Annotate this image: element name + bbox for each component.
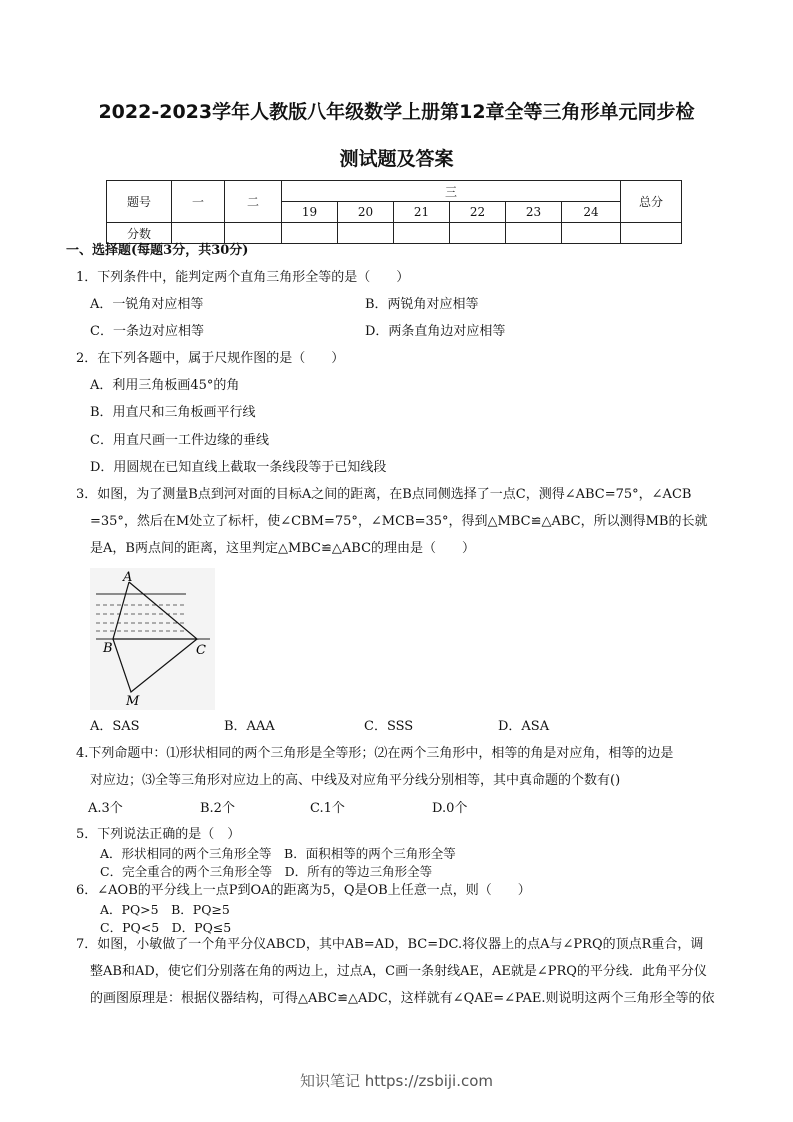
sub-22: 22 <box>450 202 506 223</box>
row-fenshu: 分数 <box>107 223 172 244</box>
q3-line-2: =35°，然后在M处立了标杆，使∠CBM=75°，∠MCB=35°，得到△MBC≌△ABC，所以测得MB的长就 <box>90 514 708 529</box>
q2-option-b: B．用直尺和三角板画平行线 <box>90 405 256 420</box>
q6-options-ab: A．PQ>5 B．PQ≥5 <box>100 902 230 917</box>
header-er: 二 <box>225 181 282 223</box>
q7-line-2: 整AB和AD，使它们分别落在角的两边上，过点A，C画一条射线AE，AE就是∠PRQ的平分线．此角平分仪 <box>90 964 707 979</box>
q5-stem: 5．下列说法正确的是（ ） <box>76 827 241 842</box>
q5-options-ab: A．形状相同的两个三角形全等 B．面积相等的两个三角形全等 <box>100 846 456 861</box>
q3-line-1: 3．如图，为了测量B点到河对面的目标A之间的距离，在B点同侧选择了一点C，测得∠ABC=75°，∠ACB <box>76 487 692 502</box>
header-zongfen: 总分 <box>621 181 682 223</box>
q6-options-cd: C．PQ<5 D．PQ≤5 <box>100 920 232 935</box>
page-title-line-2: 测试题及答案 <box>339 148 454 170</box>
label-m: M <box>126 694 140 709</box>
section-heading: 一、选择题(每题3分，共30分) <box>66 243 249 258</box>
q1-stem: 1．下列条件中，能判定两个直角三角形全等的是（ ） <box>76 270 410 285</box>
q3-line-3: 是A，B两点间的距离，这里判定△MBC≌△ABC的理由是（ ） <box>90 541 476 556</box>
sub-21: 21 <box>394 202 450 223</box>
q3-option-b: B．AAA <box>224 719 275 734</box>
q2-option-a: A．利用三角板画45°的角 <box>90 378 240 393</box>
label-a: A <box>123 570 133 585</box>
footer-watermark: 知识笔记 https://zsbiji.com <box>299 1072 494 1090</box>
page-title-line-1: 2022-2023学年人教版八年级数学上册第12章全等三角形单元同步检 <box>98 101 695 123</box>
q5-options-cd: C．完全重合的两个三角形全等 D．所有的等边三角形全等 <box>100 864 433 879</box>
q3-option-c: C．SSS <box>364 719 414 734</box>
header-tihao: 题号 <box>107 181 172 223</box>
q4-line-2: 对应边；⑶全等三角形对应边上的高、中线及对应角平分线分别相等，其中真命题的个数有() <box>90 773 621 788</box>
q1-option-c: C．一条边对应相等 <box>90 324 204 339</box>
q4-option-a: A.3个 <box>88 801 123 816</box>
q4-option-c: C.1个 <box>310 801 345 816</box>
sub-23: 23 <box>506 202 562 223</box>
q3-option-a: A．SAS <box>90 719 140 734</box>
q2-option-c: C．用直尺画一工件边缘的垂线 <box>90 433 269 448</box>
sub-19: 19 <box>282 202 338 223</box>
q1-option-b: B．两锐角对应相等 <box>365 297 479 312</box>
q7-line-1: 7．如图，小敏做了一个角平分仪ABCD，其中AB=AD，BC=DC.将仪器上的点A与∠PRQ的顶点R重合，调 <box>76 937 704 952</box>
q1-option-d: D．两条直角边对应相等 <box>365 324 506 339</box>
q7-line-3: 的画图原理是：根据仪器结构，可得△ABC≌△ADC，这样就有∠QAE=∠PAE.则说明这两个三角形全等的依 <box>90 991 715 1006</box>
header-san: 三 <box>282 181 621 202</box>
sub-20: 20 <box>338 202 394 223</box>
q4-line-1: 4.下列命题中：⑴形状相同的两个三角形是全等形；⑵在两个三角形中，相等的角是对应角，相等的边是 <box>76 746 674 761</box>
score-table <box>106 180 682 244</box>
q3-figure <box>90 568 215 710</box>
q3-option-d: D．ASA <box>498 719 550 734</box>
q1-option-a: A．一锐角对应相等 <box>90 297 204 312</box>
label-c: C <box>196 643 206 658</box>
q2-option-d: D．用圆规在已知直线上截取一条线段等于已知线段 <box>90 460 387 475</box>
header-yi: 一 <box>172 181 225 223</box>
q4-option-b: B.2个 <box>200 801 235 816</box>
q6-stem: 6．∠AOB的平分线上一点P到OA的距离为5，Q是OB上任意一点，则（ ） <box>76 883 531 898</box>
sub-24: 24 <box>562 202 621 223</box>
q2-stem: 2．在下列各题中，属于尺规作图的是（ ） <box>76 351 345 366</box>
q4-option-d: D.0个 <box>432 801 468 816</box>
label-b: B <box>103 641 113 656</box>
